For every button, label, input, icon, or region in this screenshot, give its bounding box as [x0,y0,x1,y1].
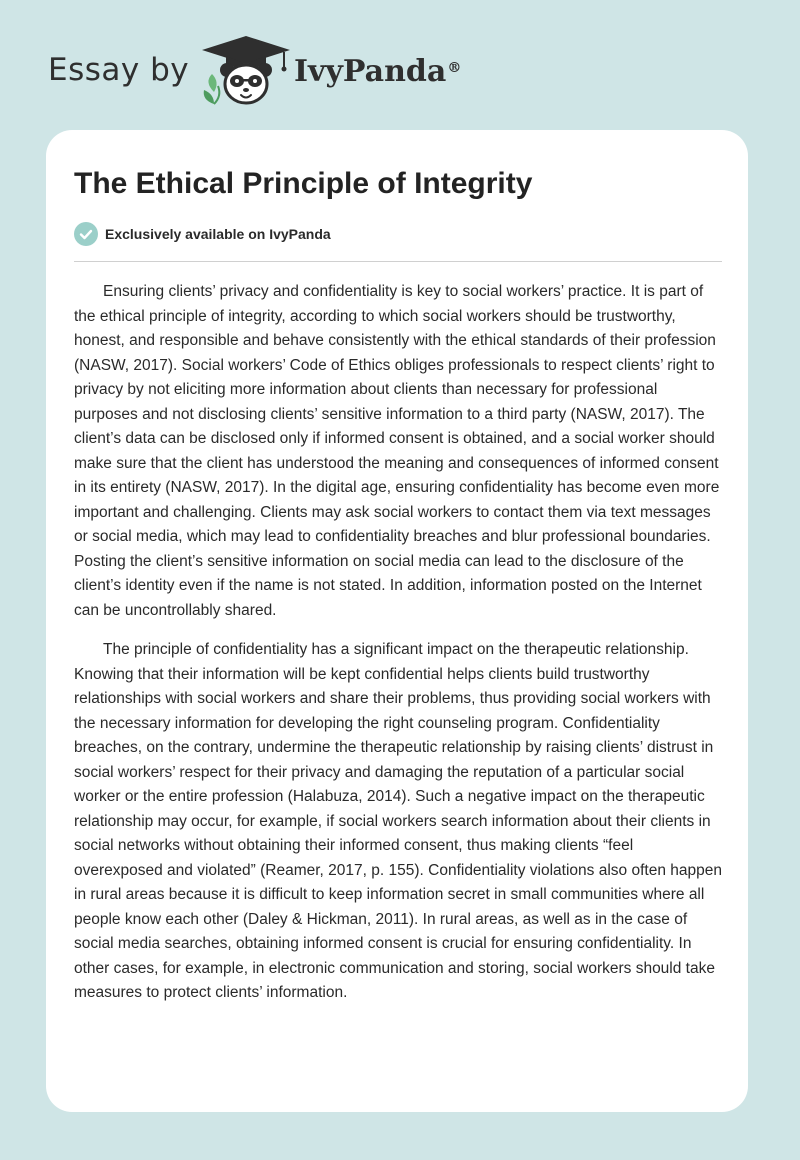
paragraph: The principle of confidentiality has a significant impact on the therapeutic relationship. Knowing that their information will be kept confidential helps clients build trustworthy relationships with social workers and share their problems, thus providing social workers with the necessary information for developing the right counseling program. Confidentiality breaches, on the contrary, undermine the therapeutic relationship by raising clients’ distrust in social workers’ respect for their privacy and damaging the reputation of a particular social worker or the entire profession (Halabuza, 2014). Such a negative impact on the therapeutic relationship may occur, for example, if social workers search information about their clients in social networks without obtaining their informed consent, thus making clients “feel overexposed and violated” (Reamer, 2017, p. 155). Confidentiality violations also often happen in rural areas because it is difficult to keep information secret in small communities where all people know each other (Daley & Hickman, 2011). In rural areas, as well as in the case of social media searches, obtaining informed consent is crucial for ensuring confidentiality. In other cases, for example, in electronic communication and storing, social workers should take measures to protect clients’ information. [74,641,722,1001]
brand-logo-text[interactable] [294,52,461,92]
essay-body [74,280,724,1021]
paragraph: Ensuring clients’ privacy and confidentiality is key to social workers’ practice. It is part of the ethical principle of integrity, according to which social workers should be trustworthy, honest, and responsible and behave consistently with the ethical standards of their profession (NASW, 2017). Social workers’ Code of Ethics obliges professionals to respect clients’ right to privacy by not eliciting more information about clients than necessary for professional purposes and not disclosing clients’ sensitive information to a third party (NASW, 2017). The client’s data can be disclosed only if informed consent is obtained, and a social worker should make sure that the client has understood the meaning and consequences of informed consent in its entirety (NASW, 2017). In the digital age, ensuring confidentiality has become even more important and challenging. Clients may ask social workers to contact them via text messages or social media, which may lead to confidentiality breaches and blur professional boundaries. Posting the client’s sensitive information on social media can lead to the disclosure of the client’s identity even if the name is not stated. In addition, information posted on the Internet can be uncontrollably shared. [74,283,720,619]
registered-mark: ® [447,60,462,76]
brand-name: IvyPanda [294,54,447,89]
site-header [0,0,800,130]
check-circle-icon [74,222,98,246]
exclusive-badge [74,222,331,246]
essay-by-label: Essay by [48,52,190,88]
exclusive-badge-label: Exclusively available on IvyPanda [105,226,331,242]
page-title: The Ethical Principle of Integrity [74,167,533,200]
divider [74,261,722,262]
panda-graduate-icon[interactable] [200,34,292,110]
essay-card [46,130,748,1112]
